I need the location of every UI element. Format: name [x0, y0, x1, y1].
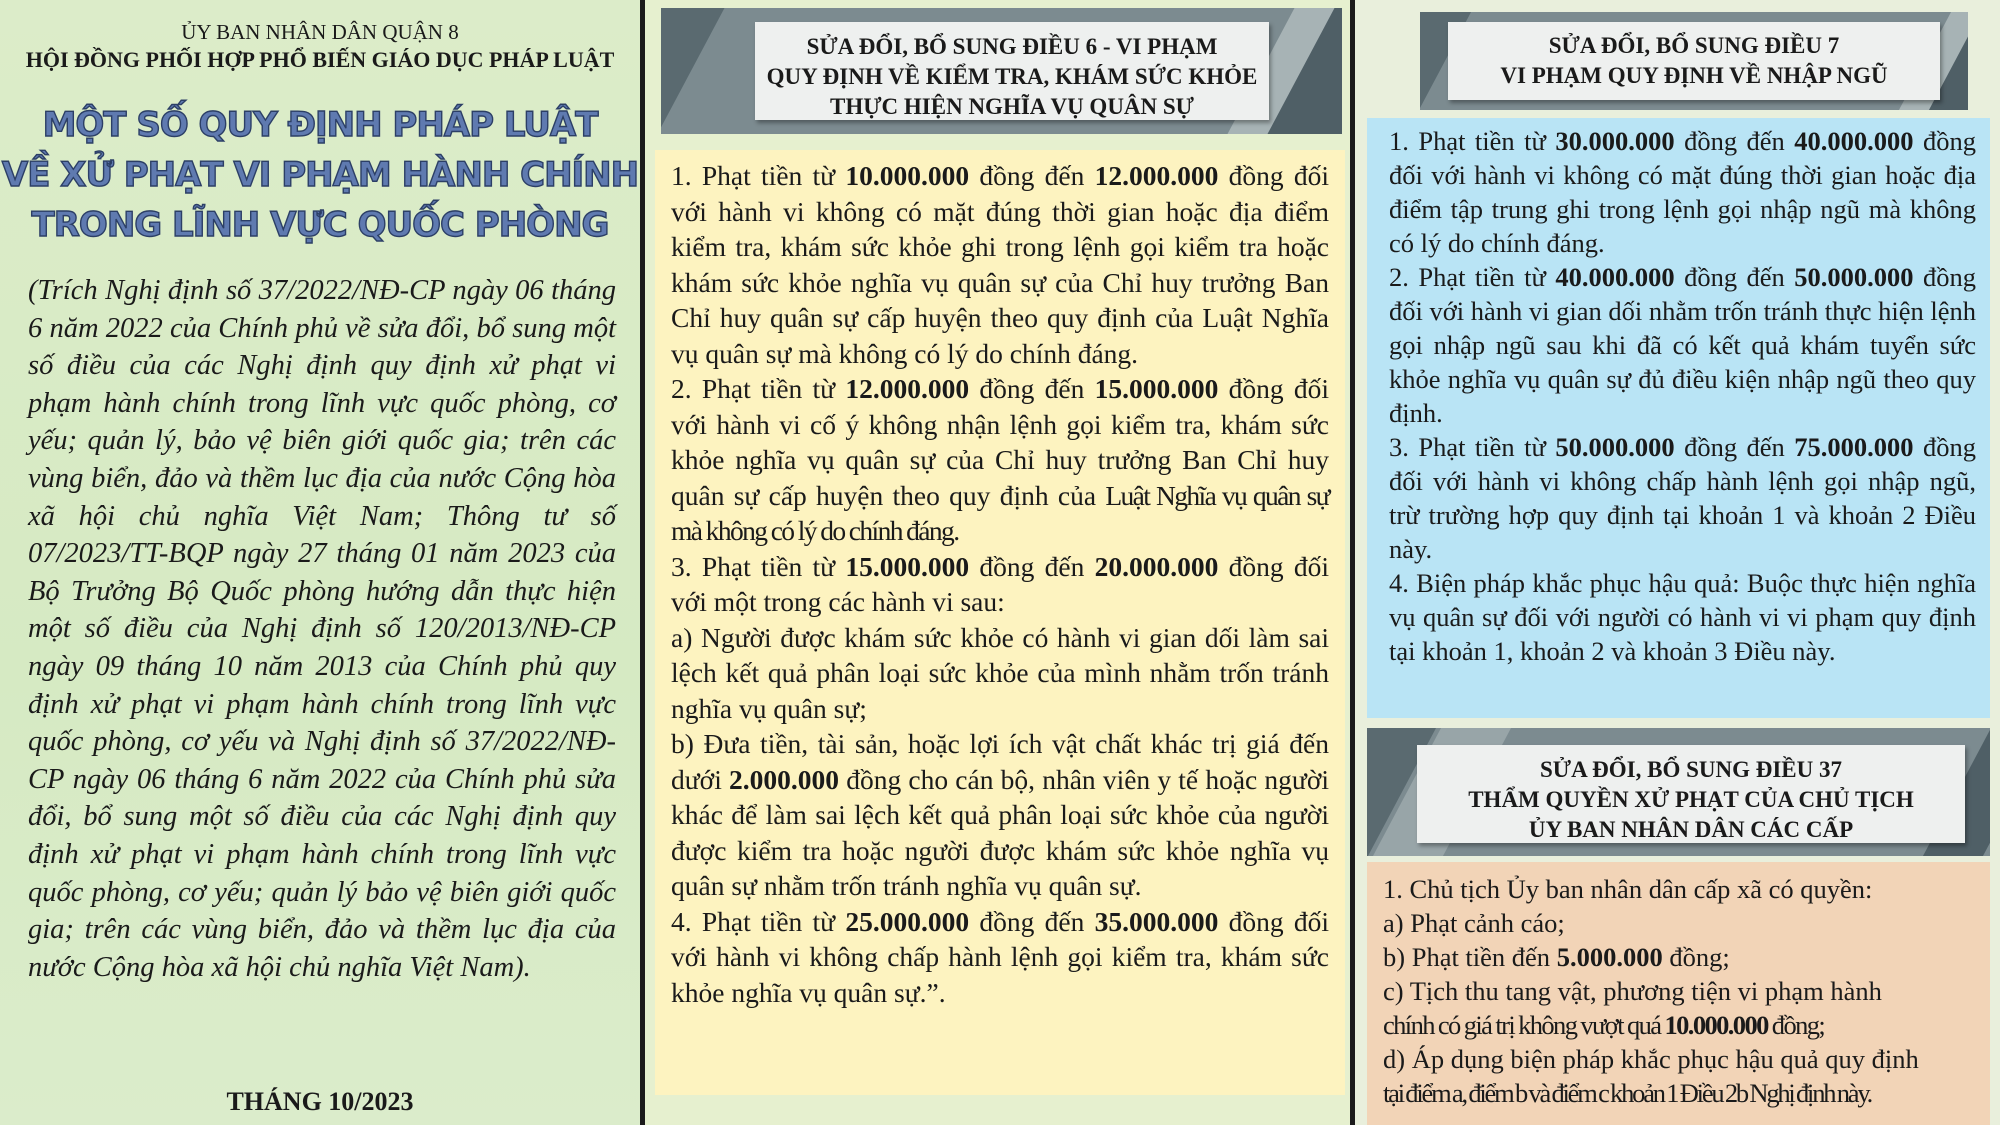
article37-banner: [1367, 728, 1990, 856]
heading-line: SỬA ĐỔI, BỔ SUNG ĐIỀU 7: [1548, 33, 1840, 58]
left-panel: [0, 0, 640, 1125]
authority-line: c) Tịch thu tang vật, phương tiện vi phạm hành chính có giá trị không vượt quá 10.000.000 đồng;: [1383, 976, 1882, 1040]
clause-1: 1. Phạt tiền từ 30.000.000 đồng đến 40.000.000 đồng đối với hành vi không có mặt đúng thời gian hoặc địa điểm tập trung ghi trong lệnh gọi nhập ngũ mà không có lý do chính đáng.: [1389, 126, 1977, 258]
authority-line: 1. Chủ tịch Ủy ban nhân dân cấp xã có quyền:: [1383, 874, 1873, 904]
title-line: TRONG LĨNH VỰC QUỐC PHÒNG: [31, 205, 609, 245]
authority-line: d) Áp dụng biện pháp khắc phục hậu quả quy định tại điểm a, điểm b và điểm c khoản 1 Điều 2b Nghị định này.: [1383, 1044, 1919, 1108]
article7-banner: [1420, 12, 1968, 110]
article6-panel: [645, 0, 1350, 1125]
right-panel: [1355, 0, 2000, 1125]
title-line: VỀ XỬ PHẠT VI PHẠM HÀNH CHÍNH: [1, 155, 639, 195]
heading-line: QUY ĐỊNH VỀ KIỂM TRA, KHÁM SỨC KHỎE: [766, 64, 1258, 89]
page-title: [0, 100, 640, 250]
heading-line: SỬA ĐỔI, BỔ SUNG ĐIỀU 37: [1539, 757, 1843, 782]
heading-line: SỬA ĐỔI, BỔ SUNG ĐIỀU 6 - VI PHẠM: [806, 34, 1218, 59]
clause-1: 1. Phạt tiền từ 10.000.000 đồng đến 12.000.000 đồng đối với hành vi không có mặt đúng thời gian hoặc địa điểm kiểm tra, khám sức khỏe ghi trong lệnh gọi kiểm tra hoặc khám sức khỏe nghĩa vụ quân sự của Chỉ huy trưởng Ban Chỉ huy quân sự cấp huyện theo quy định của Luật Nghĩa vụ quân sự mà không có lý do chính đáng.: [671, 160, 1329, 369]
council-name: HỘI ĐỒNG PHỐI HỢP PHỔ BIẾN GIÁO DỤC PHÁP LUẬT: [25, 47, 615, 72]
publication-date: THÁNG 10/2023: [226, 1087, 414, 1116]
article6-content: [655, 150, 1345, 1095]
authority-line: b) Phạt tiền đến 5.000.000 đồng;: [1383, 942, 1730, 972]
source-excerpt: (Trích Nghị định số 37/2022/NĐ-CP ngày 06 tháng 6 năm 2022 của Chính phủ về sửa đổi, bổ sung một số điều của các Nghị định quy định xử phạt vi phạm hành chính trong lĩnh vực quốc phòng, cơ yếu; quản lý, bảo vệ biên giới quốc gia; trên các vùng biển, đảo và thềm lục địa của nước Cộng hòa xã hội chủ nghĩa Việt Nam; Thông tư số 07/2023/TT-BQP ngày 27 tháng 01 năm 2023 của Bộ Trưởng Bộ Quốc phòng hướng dẫn thực hiện một số điều của Nghị định số 120/2013/NĐ-CP ngày 09 tháng 10 năm 2013 của Chính phủ quy định xử phạt vi phạm hành chính trong lĩnh vực quốc phòng, cơ yếu và Nghị định số 37/2022/NĐ-CP ngày 06 tháng 6 năm 2022 của Chính phủ sửa đổi, bổ sung một số điều của các Nghị định quy định xử phạt vi phạm hành chính trong lĩnh vực quốc phòng, cơ yếu; quản lý bảo vệ biên giới quốc gia; trên các vùng biển, đảo và thềm lục địa của nước Cộng hòa xã hội chủ nghĩa Việt Nam).: [28, 275, 616, 983]
article37-heading: [1417, 745, 1965, 843]
clause-4: 4. Biện pháp khắc phục hậu quả: Buộc thực hiện nghĩa vụ quân sự đối với người có hành vi vi phạm quy định tại khoản 1, khoản 2 và khoản 3 Điều này.: [1389, 568, 1976, 666]
clause-3: 3. Phạt tiền từ 50.000.000 đồng đến 75.000.000 đồng đối với hành vi không chấp hành lệnh gọi nhập ngũ, trừ trường hợp quy định tại khoản 1 và khoản 2 Điều này.: [1389, 432, 1977, 564]
article6-banner: [661, 8, 1342, 134]
title-line: MỘT SỐ QUY ĐỊNH PHÁP LUẬT: [42, 105, 598, 145]
clause-3a: a) Người được khám sức khỏe có hành vi gian dối làm sai lệch kết quả phân loại sức khỏe của mình nhằm trốn tránh nghĩa vụ quân sự;: [671, 621, 1329, 724]
clause-3b: b) Đưa tiền, tài sản, hoặc lợi ích vật chất khác trị giá đến dưới 2.000.000 đồng cho cán bộ, nhân viên y tế hoặc người khác để làm sai lệch kết quả phân loại sức khỏe của người được kiểm tra hoặc người được khám sức khỏe nghĩa vụ quân sự nhằm trốn tránh nghĩa vụ quân sự.: [671, 728, 1330, 901]
clause-4: 4. Phạt tiền từ 25.000.000 đồng đến 35.000.000 đồng đối với hành vi không chấp hành lệnh gọi kiểm tra, khám sức khỏe nghĩa vụ quân sự.”.: [671, 905, 1329, 1008]
clause-2: 2. Phạt tiền từ 40.000.000 đồng đến 50.000.000 đồng đối với hành vi gian dối nhằm trốn tránh thực hiện lệnh gọi nhập ngũ sau khi đã có kết quả khám tuyển sức khỏe nghĩa vụ quân sự đủ điều kiện nhập ngũ theo quy định.: [1389, 262, 1977, 428]
clause-3: 3. Phạt tiền từ 15.000.000 đồng đến 20.000.000 đồng đối với một trong các hành vi sau:: [671, 550, 1329, 617]
heading-line: ỦY BAN NHÂN DÂN CÁC CẤP: [1528, 817, 1854, 842]
article7-heading: [1448, 22, 1940, 100]
heading-line: THỰC HIỆN NGHĨA VỤ QUÂN SỰ: [830, 94, 1194, 119]
banner-stripe: [661, 8, 724, 134]
authority-line: a) Phạt cảnh cáo;: [1383, 908, 1565, 938]
article37-content: [1367, 862, 1990, 1125]
org-name: ỦY BAN NHÂN DÂN QUẬN 8: [181, 20, 459, 44]
heading-line: THẨM QUYỀN XỬ PHẠT CỦA CHỦ TỊCH: [1468, 787, 1914, 812]
article6-heading: [755, 22, 1269, 120]
clause-2: 2. Phạt tiền từ 12.000.000 đồng đến 15.000.000 đồng đối với hành vi cố ý không nhận lệnh gọi kiểm tra, khám sức khỏe nghĩa vụ quân sự của Chỉ huy trưởng Ban Chỉ huy quân sự cấp huyện theo quy định của Luật Nghĩa vụ quân sự mà không có lý do chính đáng.: [671, 373, 1329, 546]
article7-content: [1367, 118, 1990, 718]
heading-line: VI PHẠM QUY ĐỊNH VỀ NHẬP NGŨ: [1500, 63, 1888, 88]
